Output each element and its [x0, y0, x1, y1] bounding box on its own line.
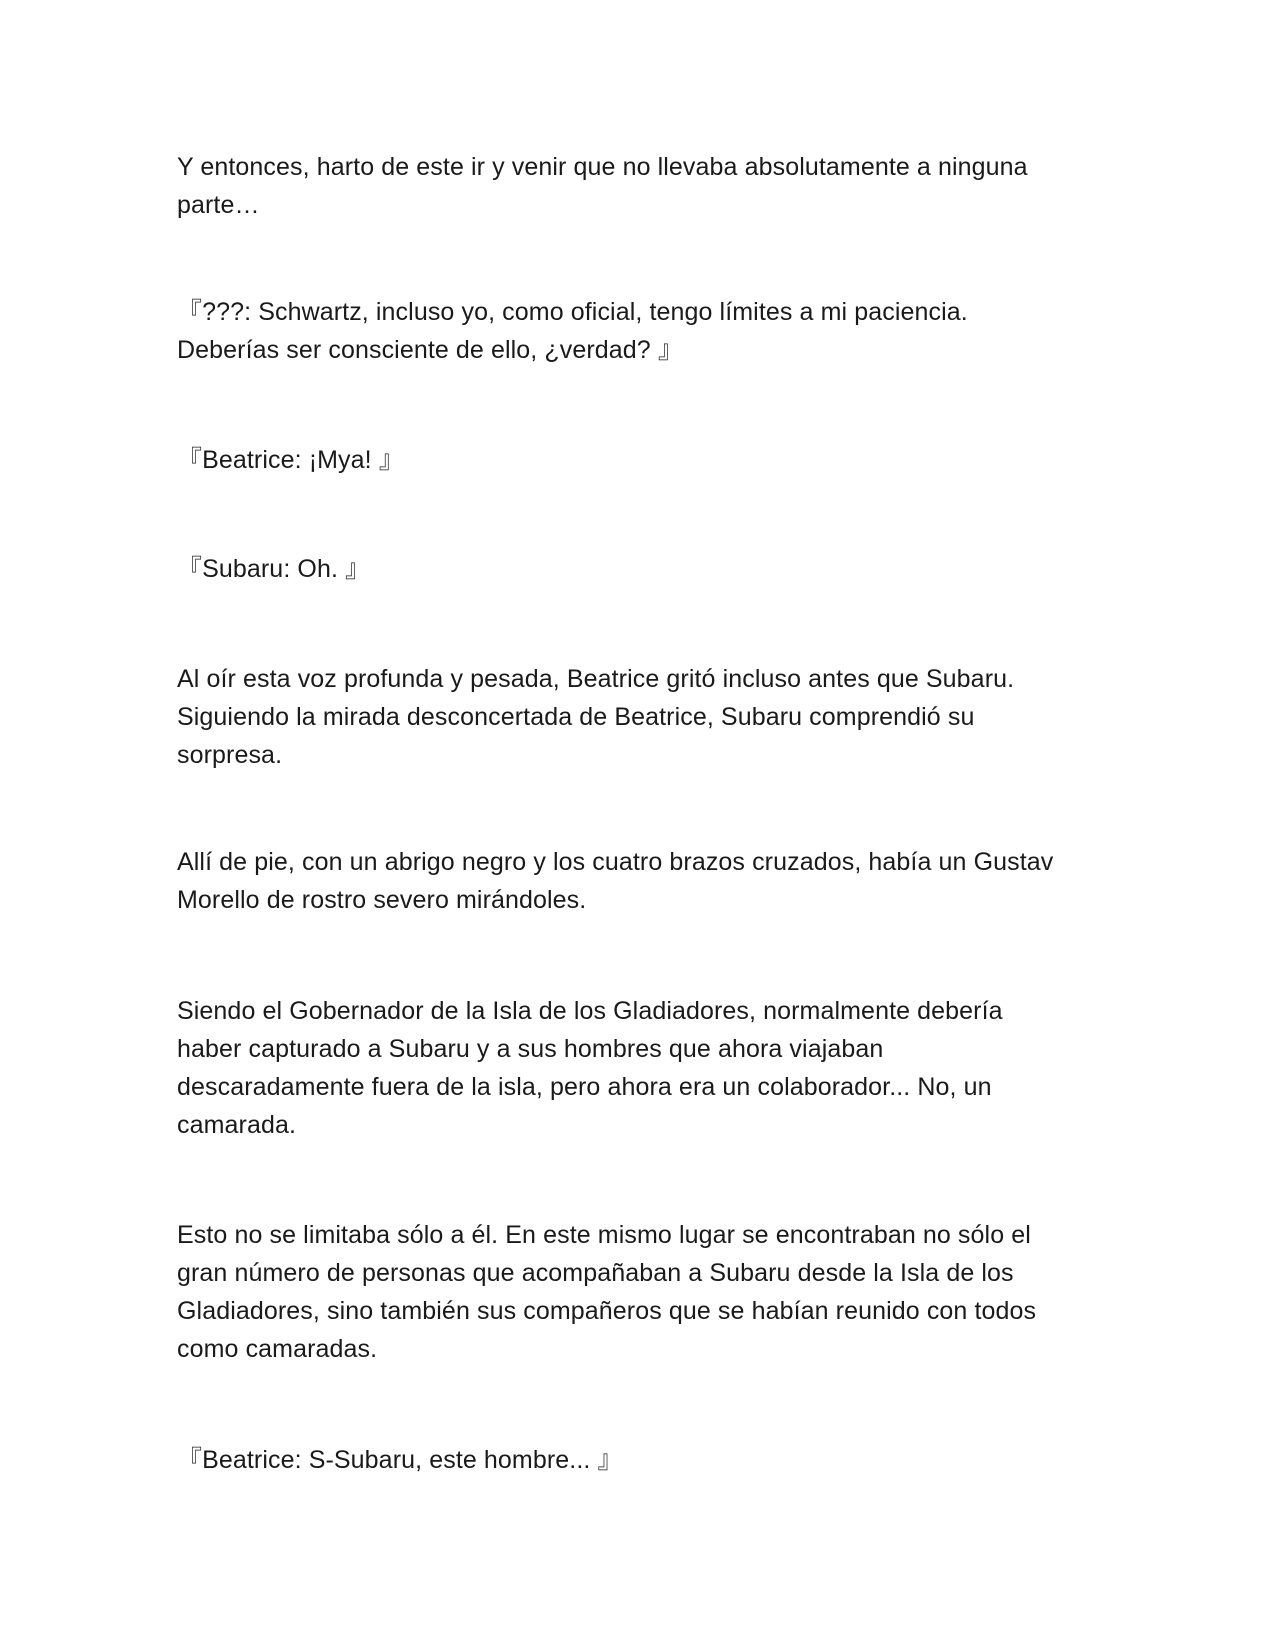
text-line: Esto no se limitaba sólo a él. En este mismo lugar se encontraban no sólo el [177, 1221, 1031, 1249]
text-line: descaradamente fuera de la isla, pero ahora era un colaborador... No, un [177, 1073, 992, 1101]
text-line: 『Subaru: Oh. 』 [177, 555, 371, 583]
text-line: Gladiadores, sino también sus compañeros que se habían reunido con todos [177, 1297, 1037, 1325]
dialogue-subaru-oh [177, 550, 1097, 588]
dialogue-beatrice-mya [177, 441, 1097, 479]
paragraph-gustav [177, 843, 1097, 919]
paragraph-intro [177, 148, 1097, 224]
text-line: 『Beatrice: ¡Mya! 』 [177, 446, 404, 474]
text-line: como camaradas. [177, 1335, 378, 1363]
text-line: Morello de rostro severo mirándoles. [177, 886, 587, 914]
text-line: Y entonces, harto de este ir y venir que no llevaba absolutamente a ninguna [177, 153, 1028, 181]
text-line: Deberías ser consciente de ello, ¿verdad? 』 [177, 336, 683, 364]
paragraph-governor [177, 992, 1097, 1144]
text-line: sorpresa. [177, 741, 283, 769]
text-line: Siendo el Gobernador de la Isla de los Gladiadores, normalmente debería [177, 997, 1003, 1025]
text-line: 『Beatrice: S-Subaru, este hombre... 』 [177, 1446, 623, 1474]
text-line: gran número de personas que acompañaban a Subaru desde la Isla de los [177, 1259, 1014, 1287]
text-line: haber capturado a Subaru y a sus hombres que ahora viajaban [177, 1035, 884, 1063]
paragraph-voice [177, 660, 1097, 774]
text-line: camarada. [177, 1111, 297, 1139]
text-line: Al oír esta voz profunda y pesada, Beatrice gritó incluso antes que Subaru. [177, 665, 1015, 693]
dialogue-unknown [177, 293, 1097, 369]
text-line: 『???: Schwartz, incluso yo, como oficial, tengo límites a mi paciencia. [177, 298, 968, 326]
paragraph-companions [177, 1216, 1097, 1368]
text-line: parte… [177, 191, 260, 219]
text-line: Siguiendo la mirada desconcertada de Beatrice, Subaru comprendió su [177, 703, 975, 731]
text-line: Allí de pie, con un abrigo negro y los cuatro brazos cruzados, había un Gustav [177, 848, 1054, 876]
dialogue-beatrice-subaru [177, 1441, 1097, 1479]
